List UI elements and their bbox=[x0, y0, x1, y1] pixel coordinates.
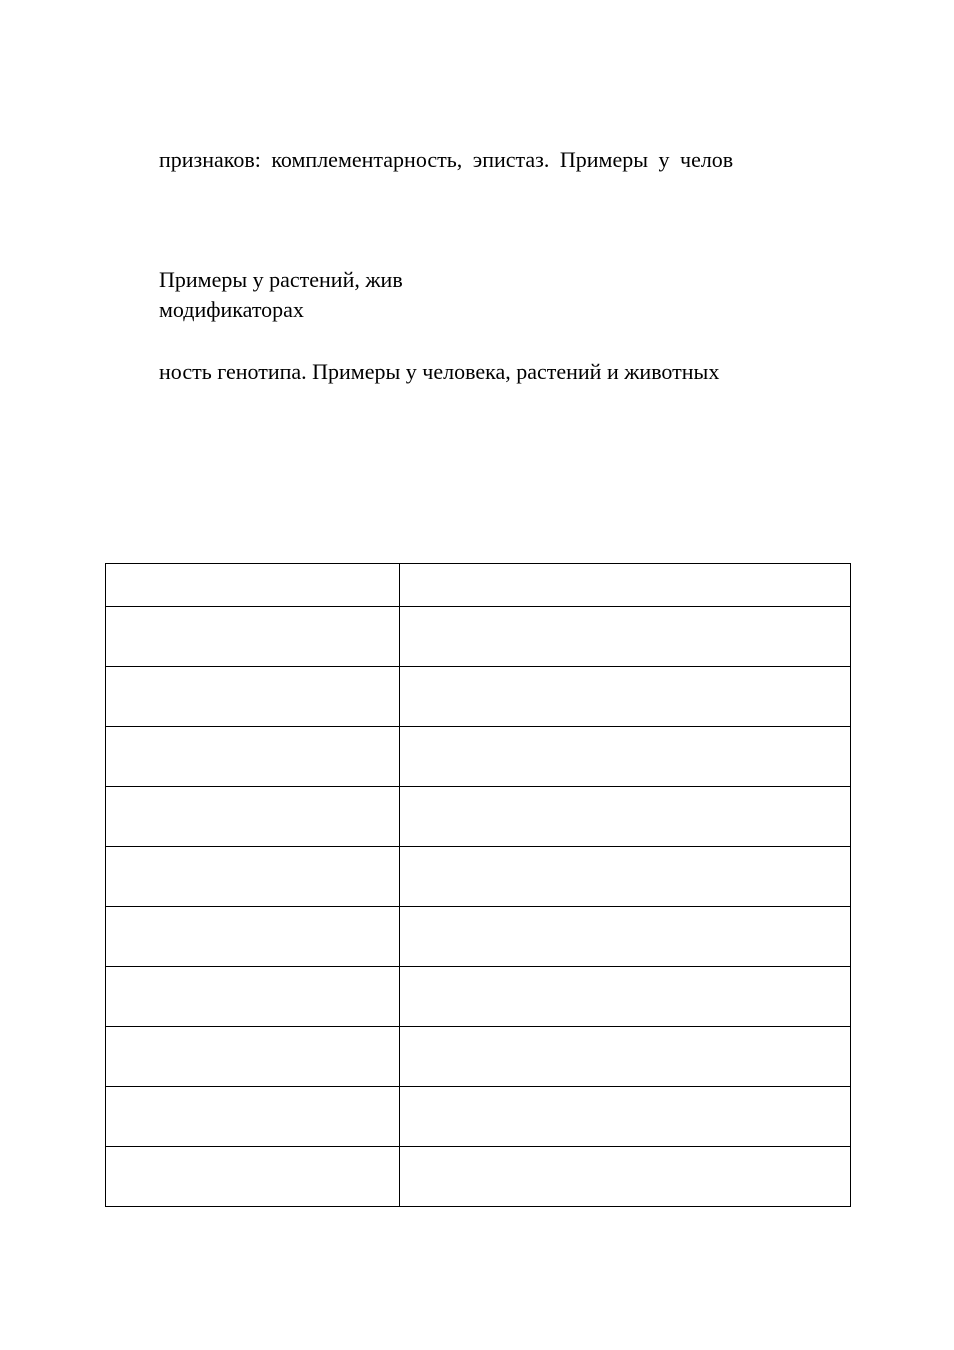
table-cell bbox=[106, 1147, 400, 1207]
table-cell bbox=[400, 1027, 851, 1087]
table-row bbox=[106, 667, 851, 727]
table-cell bbox=[106, 907, 400, 967]
table-row bbox=[106, 1147, 851, 1207]
empty-table bbox=[105, 563, 851, 1207]
text-line: модификаторах bbox=[159, 297, 304, 322]
text-line: ность генотипа. Примеры у человека, растений и животных bbox=[159, 359, 720, 384]
table-row bbox=[106, 1087, 851, 1147]
table-cell bbox=[400, 564, 851, 607]
table-cell bbox=[106, 727, 400, 787]
table-cell bbox=[106, 564, 400, 607]
text-line: признаков: комплементарность, эпистаз. Примеры у челов bbox=[159, 147, 734, 172]
table-row bbox=[106, 727, 851, 787]
table-cell bbox=[400, 1087, 851, 1147]
table-row bbox=[106, 787, 851, 847]
table-cell bbox=[106, 607, 400, 667]
table-row bbox=[106, 907, 851, 967]
table-row bbox=[106, 967, 851, 1027]
table-cell bbox=[400, 1147, 851, 1207]
table-row bbox=[106, 607, 851, 667]
table-cell bbox=[106, 967, 400, 1027]
table-cell bbox=[106, 667, 400, 727]
table-row bbox=[106, 847, 851, 907]
table-cell bbox=[106, 787, 400, 847]
text-line: Примеры у растений, жив bbox=[159, 267, 403, 292]
table-cell bbox=[400, 607, 851, 667]
table-cell bbox=[400, 967, 851, 1027]
table-row bbox=[106, 1027, 851, 1087]
table-cell bbox=[400, 907, 851, 967]
table-cell bbox=[400, 667, 851, 727]
table-cell bbox=[106, 1087, 400, 1147]
table-cell bbox=[106, 847, 400, 907]
table-row bbox=[106, 564, 851, 607]
table-cell bbox=[400, 847, 851, 907]
table-cell bbox=[106, 1027, 400, 1087]
table-cell bbox=[400, 727, 851, 787]
table-cell bbox=[400, 787, 851, 847]
